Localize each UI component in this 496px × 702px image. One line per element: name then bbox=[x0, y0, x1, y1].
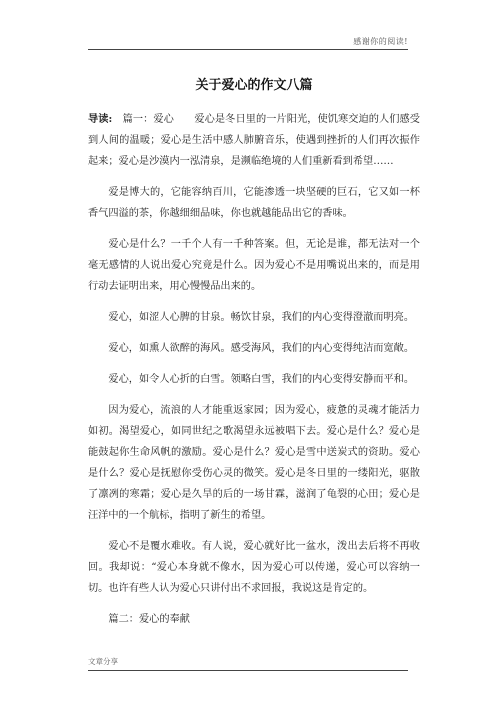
paragraph: 爱心，如涩人心脾的甘泉。畅饮甘泉，我们的内心变得澄澈而明亮。 bbox=[108, 312, 415, 323]
lead-label: 导读: bbox=[88, 113, 113, 125]
paragraph: 爱是博大的，它能容纳百川，它能渗透一块坚硬的巨石，它又如一杯香气四溢的茶，你越细细品味，你也就越能品出它的香味。 bbox=[88, 187, 420, 219]
section-heading: 篇二：爱心的奉献 bbox=[108, 614, 190, 625]
paragraph: 爱心是什么？一千个人有一千种答案。但，无论是谁，都无法对一个毫无感情的人说出爱心究竟是什么。因为爱心不是用嘴说出来的，而是用行动去证明出来，用心慢慢品出来的。 bbox=[88, 239, 420, 292]
header-divider bbox=[88, 49, 408, 50]
paragraph: 因为爱心，流浪的人才能重返家园；因为爱心，疲惫的灵魂才能活力如初。渴望爱心，如同世纪之歌渴望永远被唱下去。爱心是什么？爱心是能鼓起你生命风帆的激励。爱心是什么？爱心是雪中送炭式的资助。爱心是什么？爱心是抚慰你受伤心灵的微笑。爱心是冬日里的一缕阳光，驱散了凛冽的寒霜；爱心是久旱的后的一场甘霖，滋润了龟裂的心田；爱心是汪洋中的一个航标，指明了新生的希望。 bbox=[88, 405, 420, 521]
paragraph: 爱心不是覆水难收。有人说，爱心就好比一盆水，泼出去后将不再收回。我却说：“爱心本身就不像水，因为爱心可以传递，爱心可以容纳一切。也许有些人认为爱心只讲付出不求回报，我说这是肯定的。 bbox=[88, 541, 420, 594]
lead-paragraph bbox=[88, 109, 420, 172]
lead-text: 篇一：爱心 爱心是冬日里的一片阳光，使饥寒交迫的人们感受到人间的温暖；爱心是生活中感人肺腑音乐，使遇到挫折的人们再次振作起来；爱心是沙漠内一泓清泉，是濒临绝境的人们重新看到希望…… bbox=[88, 114, 420, 167]
paragraph: 爱心，如令人心折的白雪。领略白雪，我们的内心变得安静而平和。 bbox=[108, 374, 415, 385]
paragraph: 爱心，如熏人欲醉的海风。感受海风，我们的内心变得纯洁而宽敞。 bbox=[108, 343, 415, 354]
footer-note: 文章分享 bbox=[88, 657, 118, 666]
document-body bbox=[88, 74, 420, 640]
footer-divider bbox=[88, 670, 408, 671]
header-note: 感谢你的阅读! bbox=[353, 37, 408, 46]
document-title: 关于爱心的作文八篇 bbox=[195, 78, 313, 93]
